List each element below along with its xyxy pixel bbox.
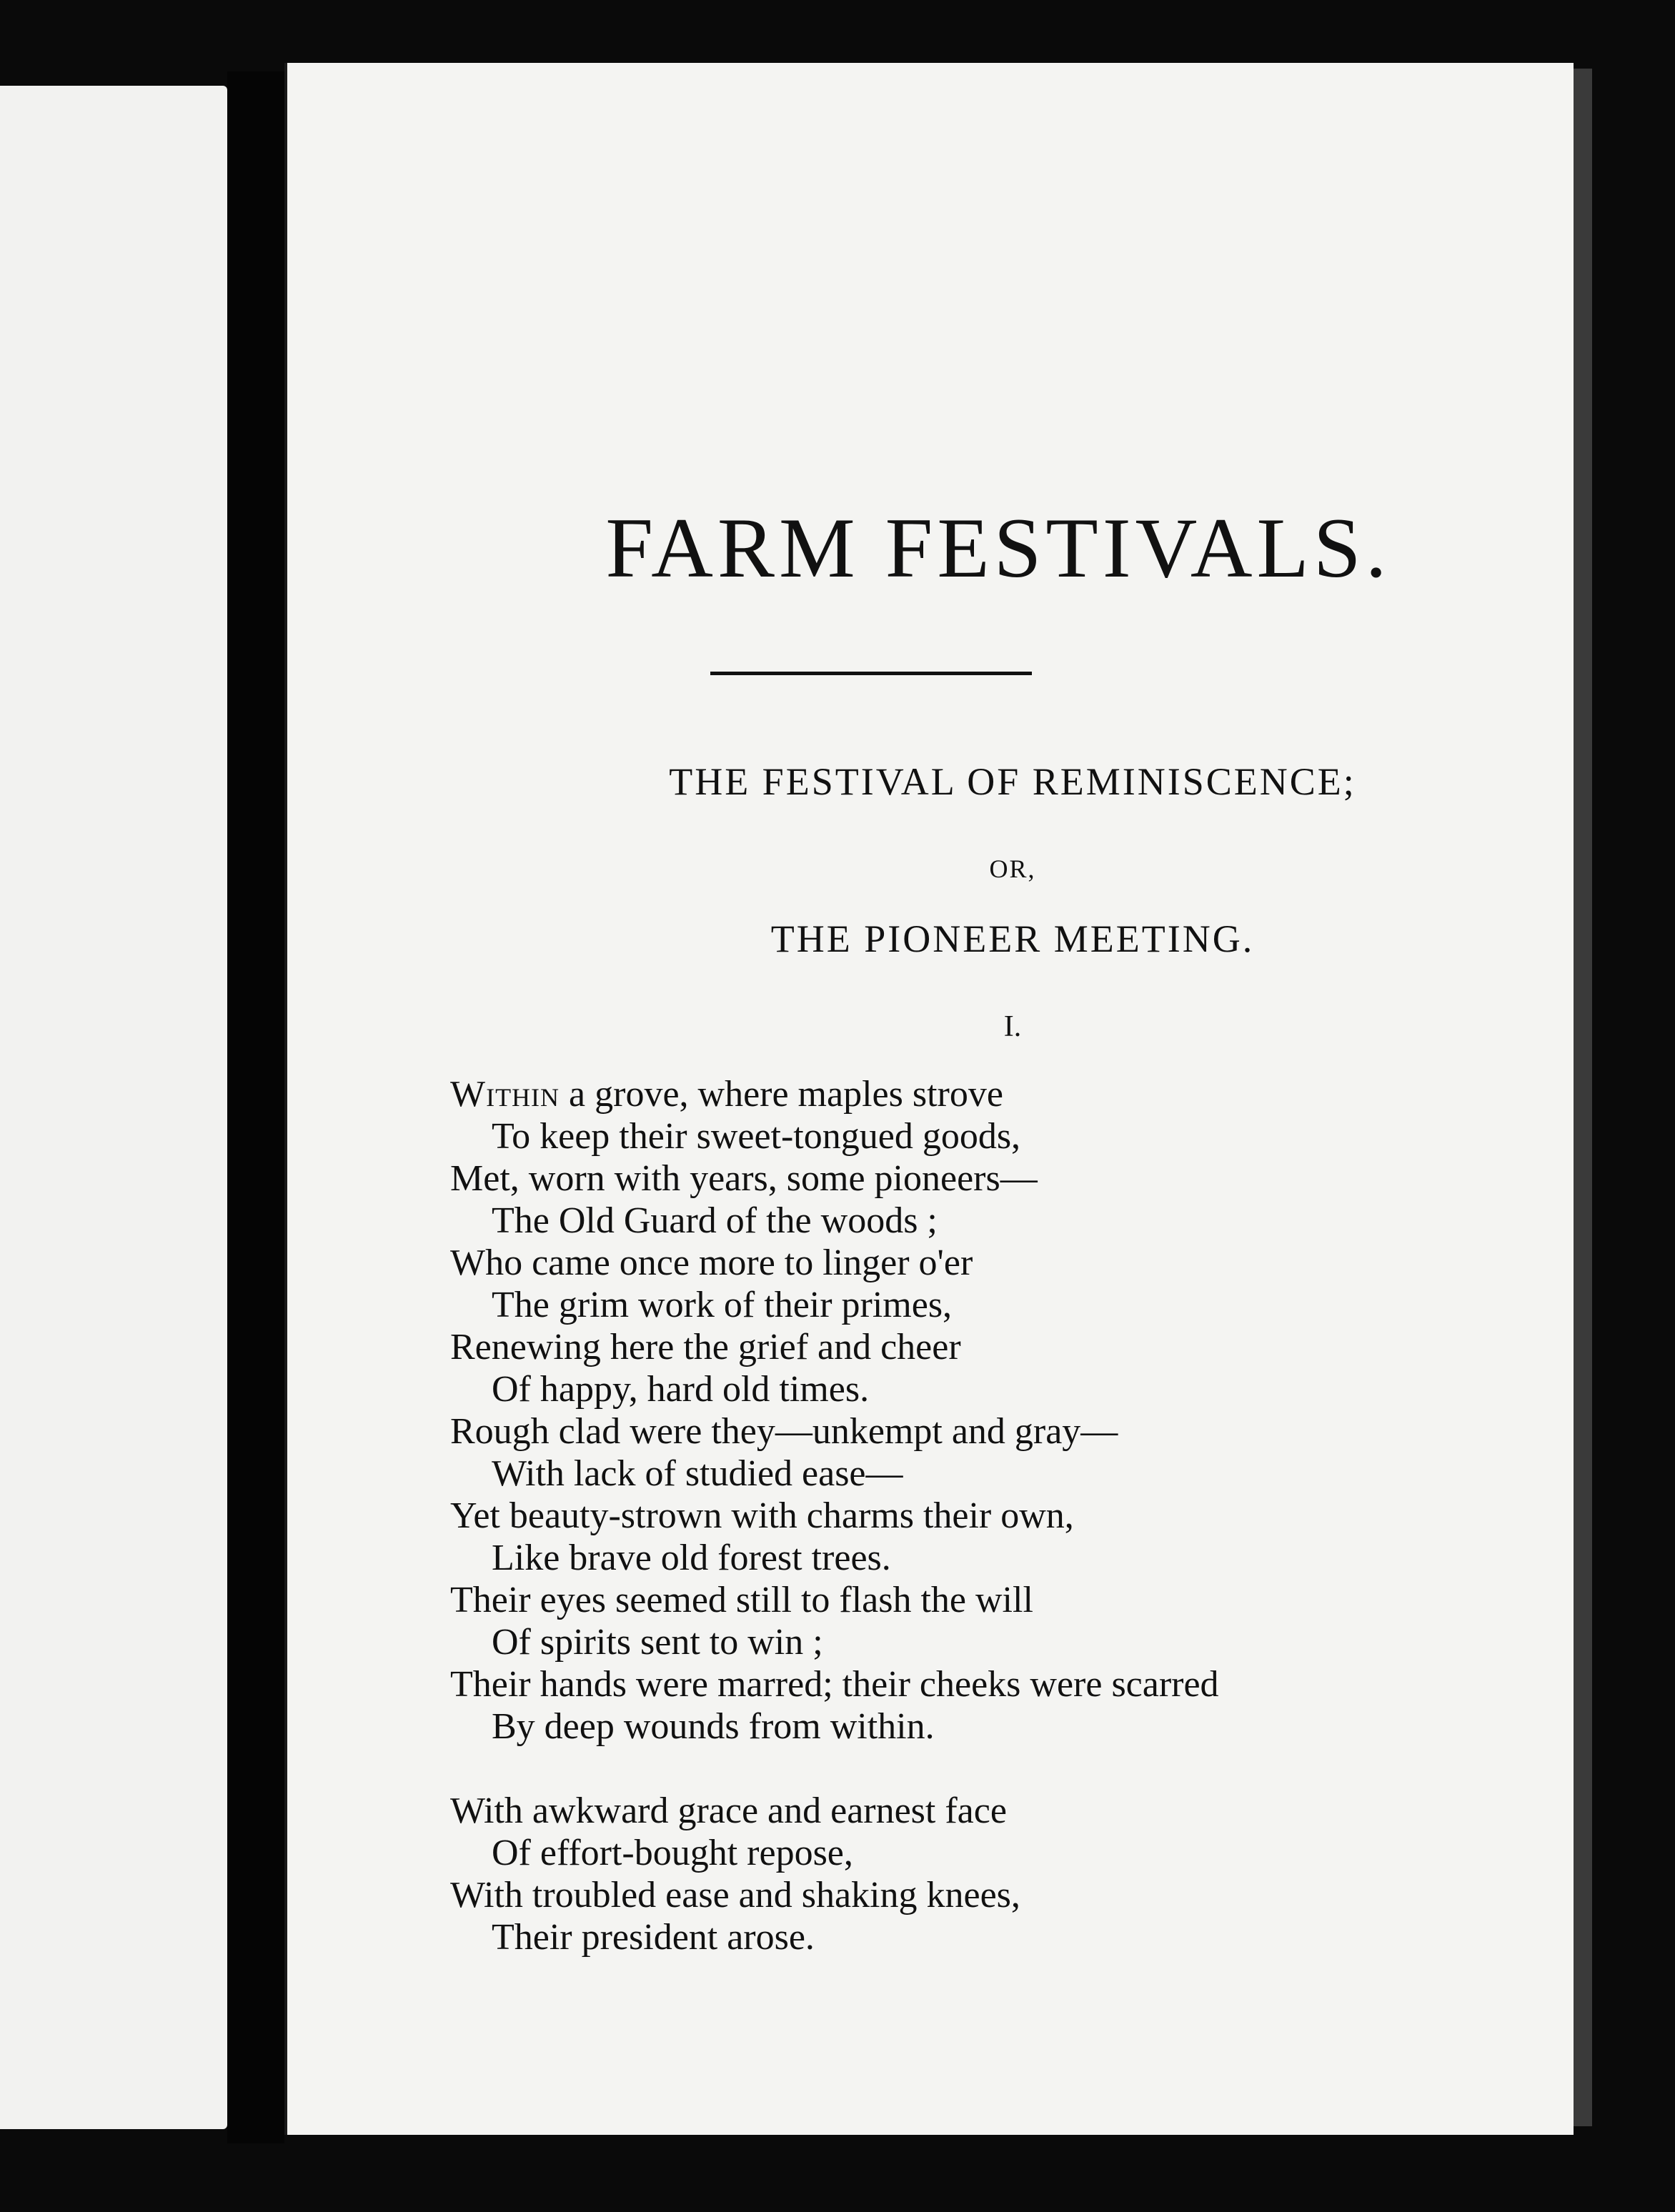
poem-line: Renewing here the grief and cheer (450, 1327, 961, 1367)
poem-line: Their hands were marred; their cheeks were scarred (450, 1664, 1219, 1705)
poem-line: With troubled ease and shaking knees, (450, 1875, 1020, 1915)
section-heading: THE FESTIVAL OF REMINISCENCE; (669, 760, 1356, 803)
poem-line: Rough clad were they—unkempt and gray— (450, 1411, 1118, 1452)
drop-word: Within (450, 1074, 560, 1115)
poem-line: Of happy, hard old times. (492, 1369, 870, 1410)
poem-line: Of effort-bought repose, (492, 1833, 853, 1873)
heading-or: OR, (989, 855, 1036, 883)
poem-line: Of spirits sent to win ; (492, 1622, 823, 1663)
poem-line: Within a grove, where maples strove (450, 1074, 1003, 1115)
section-subheading: THE PIONEER MEETING. (770, 917, 1255, 960)
poem-line: The Old Guard of the woods ; (492, 1200, 938, 1241)
poem-line: Their eyes seemed still to flash the will (450, 1580, 1033, 1620)
title-rule (710, 672, 1032, 675)
poem-line: Their president arose. (492, 1917, 815, 1958)
poem-line: Like brave old forest trees. (492, 1538, 891, 1578)
part-number: I. (1003, 1010, 1022, 1043)
page-edge-shadow (1571, 69, 1592, 2126)
book-gutter (227, 71, 284, 2143)
poem-line: Met, worn with years, some pioneers— (450, 1158, 1038, 1199)
poem-line: Who came once more to linger o'er (450, 1242, 973, 1283)
stanza-break (450, 1748, 1565, 1790)
poem-line: The grim work of their primes, (492, 1285, 953, 1325)
poem-line: To keep their sweet-tongued goods, (492, 1116, 1021, 1157)
poem-line: With lack of studied ease— (492, 1453, 903, 1494)
poem-line: With awkward grace and earnest face (450, 1790, 1007, 1831)
book-page (284, 63, 1574, 2135)
poem-line: By deep wounds from within. (492, 1706, 935, 1747)
page-title: FARM FESTIVALS. (605, 500, 1391, 595)
poem (450, 1073, 1565, 1958)
poem-line: Yet beauty-strown with charms their own, (450, 1495, 1074, 1536)
facing-page-edge (0, 86, 227, 2129)
